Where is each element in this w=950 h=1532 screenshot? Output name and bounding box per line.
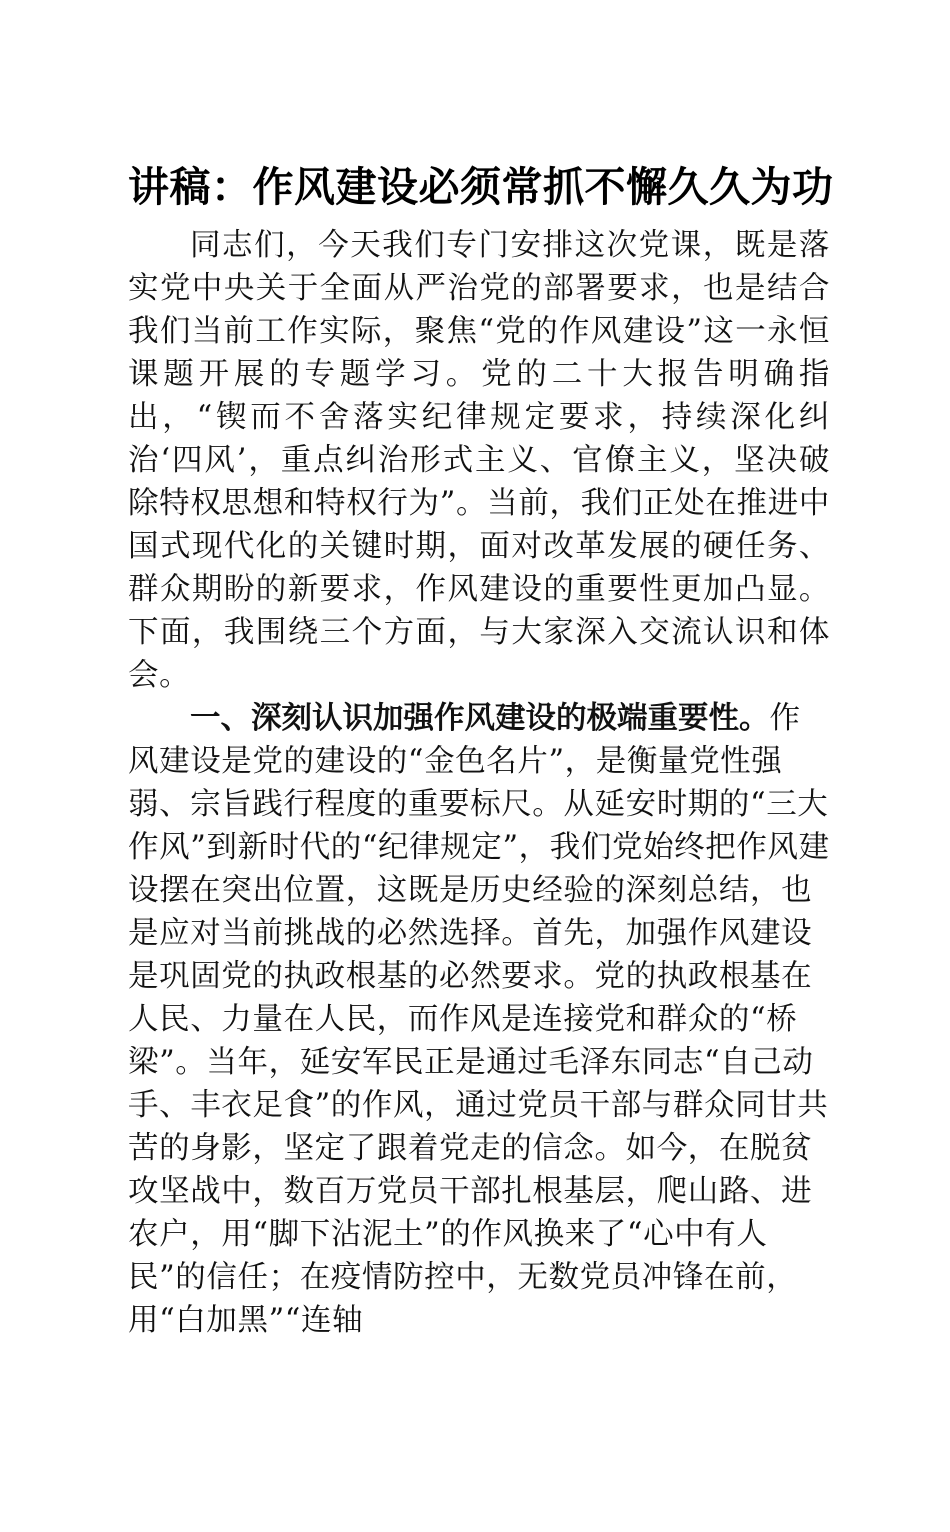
page-bottom-whitespace: [128, 1342, 830, 1532]
section-heading-one: 一、深刻认识加强作风建设的极端重要性。: [190, 701, 770, 736]
paragraph-2: [128, 697, 830, 1342]
paragraph-1: 同志们，今天我们专门安排这次党课，既是落实党中央关于全面从严治党的部署要求，也是结合我们当前工作实际，聚焦“党的作风建设”这一永恒课题开展的专题学习。党的二十大报告明确指出，“锲而不舍落实纪律规定要求，持续深化纠治‘四风’，重点纠治形式主义、官僚主义，坚决破除特权思想和特权行为”。当前，我们正处在推进中国式现代化的关键时期，面对改革发展的硬任务、群众期盼的新要求，作风建设的重要性更加凸显。下面，我围绕三个方面，与大家深入交流认识和体会。: [128, 228, 830, 693]
paragraph-2-text: 作风建设是党的建设的“金色名片”，是衡量党性强弱、宗旨践行程度的重要标尺。从延安时期的“三大作风”到新时代的“纪律规定”，我们党始终把作风建设摆在突出位置，这既是历史经验的深刻总结，也是应对当前挑战的必然选择。首先，加强作风建设是巩固党的执政根基的必然要求。党的执政根基在人民、力量在人民，而作风是连接党和群众的“桥梁”。当年，延安军民正是通过毛泽东同志“自己动手、丰衣足食”的作风，通过党员干部与群众同甘共苦的身影，坚定了跟着党走的信念。如今，在脱贫攻坚战中，数百万党员干部扎根基层，爬山路、进农户，用“脚下沾泥土”的作风换来了“心中有人民”的信任；在疫情防控中，无数党员冲锋在前，用“白加黑”“连轴: [128, 701, 830, 1338]
document-body: [128, 224, 830, 1342]
page-title: 讲稿：作风建设必须常抓不懈久久为功: [128, 163, 834, 211]
